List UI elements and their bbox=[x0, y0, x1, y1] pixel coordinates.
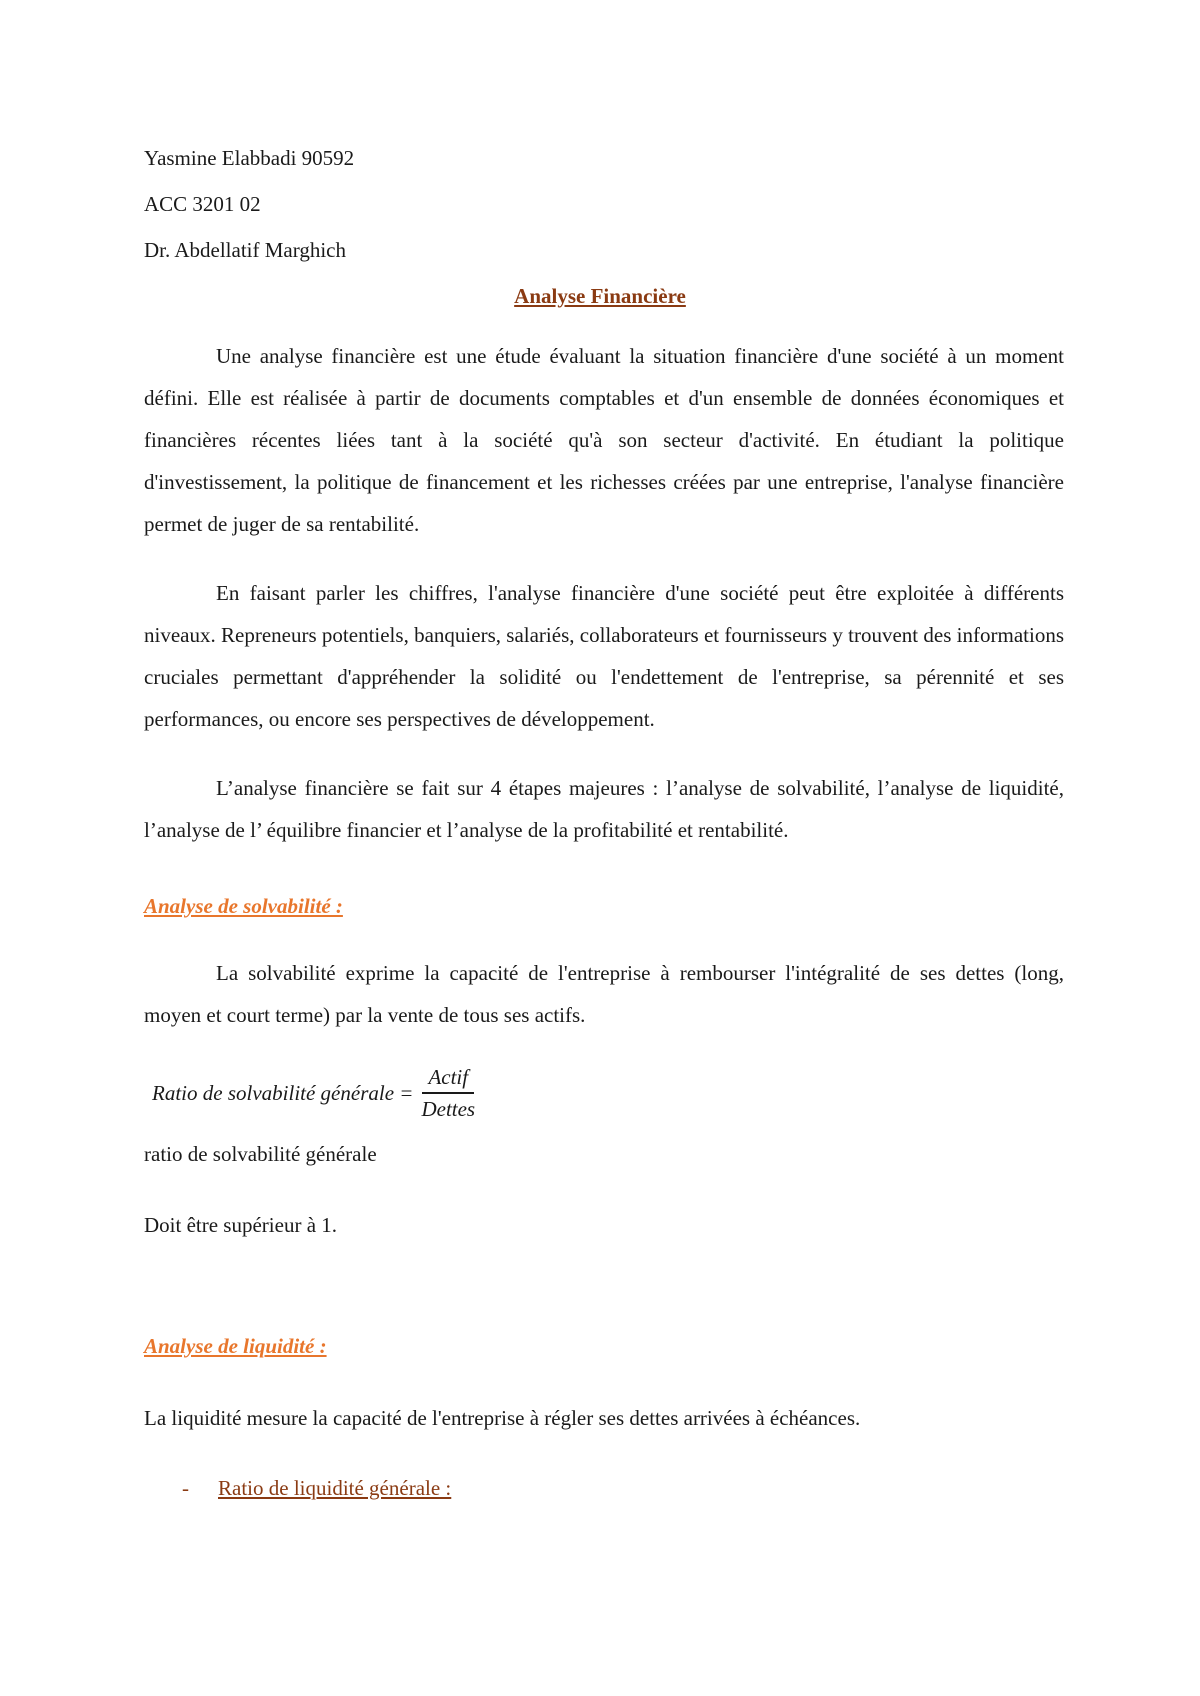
bullet-marker: - bbox=[182, 1476, 189, 1500]
formula-lhs: Ratio de solvabilité générale = bbox=[152, 1080, 414, 1105]
document-title: Analyse Financière bbox=[514, 284, 686, 308]
solvency-note: Doit être supérieur à 1. bbox=[144, 1213, 338, 1237]
section-heading-solvabilite: Analyse de solvabilité : bbox=[144, 894, 343, 918]
solvency-ratio-formula bbox=[152, 1064, 481, 1122]
liquidite-paragraph: La liquidité mesure la capacité de l'entreprise à régler ses dettes arrivées à échéances. bbox=[144, 1406, 861, 1430]
formula-caption: ratio de solvabilité générale bbox=[144, 1142, 377, 1166]
solvabilite-paragraph: La solvabilité exprime la capacité de l'entreprise à rembourser l'intégralité de ses dettes (long, moyen et court terme) par la vente de tous ses actifs. bbox=[144, 961, 1064, 1027]
intro-paragraph: Une analyse financière est une étude évaluant la situation financière d'une société à un moment défini. Elle est réalisée à partir de documents comptables et d'un ensemble de données économiques et financières récentes liées tant à la société qu'à son secteur d'activité. En étudiant la politique d'investissement, la politique de financement et les richesses créées par une entreprise, l'analyse financière permet de juger de sa rentabilité. bbox=[144, 344, 1064, 536]
professor-line: Dr. Abdellatif Marghich bbox=[144, 238, 346, 262]
third-paragraph: L’analyse financière se fait sur 4 étapes majeures : l’analyse de solvabilité, l’analyse de liquidité, l’analyse de l’ équilibre financier et l’analyse de la profitabilité et rentabilité. bbox=[144, 776, 1064, 842]
section-heading-liquidite: Analyse de liquidité : bbox=[144, 1334, 327, 1358]
bullet-item-liquidite-generale: Ratio de liquidité générale : bbox=[218, 1476, 452, 1500]
formula-denominator: Dettes bbox=[421, 1097, 476, 1121]
course-line: ACC 3201 02 bbox=[144, 192, 261, 216]
formula-numerator: Actif bbox=[422, 1064, 474, 1094]
formula-fraction bbox=[415, 1064, 481, 1122]
author-line: Yasmine Elabbadi 90592 bbox=[144, 146, 355, 170]
second-paragraph: En faisant parler les chiffres, l'analyse financière d'une société peut être exploitée à différents niveaux. Repreneurs potentiels, banquiers, salariés, collaborateurs et fournisseurs y trouvent des informations cruciales permettant d'appréhender la solidité ou l'endettement de l'entreprise, sa pérennité et ses performances, ou encore ses perspectives de développement. bbox=[144, 581, 1064, 731]
